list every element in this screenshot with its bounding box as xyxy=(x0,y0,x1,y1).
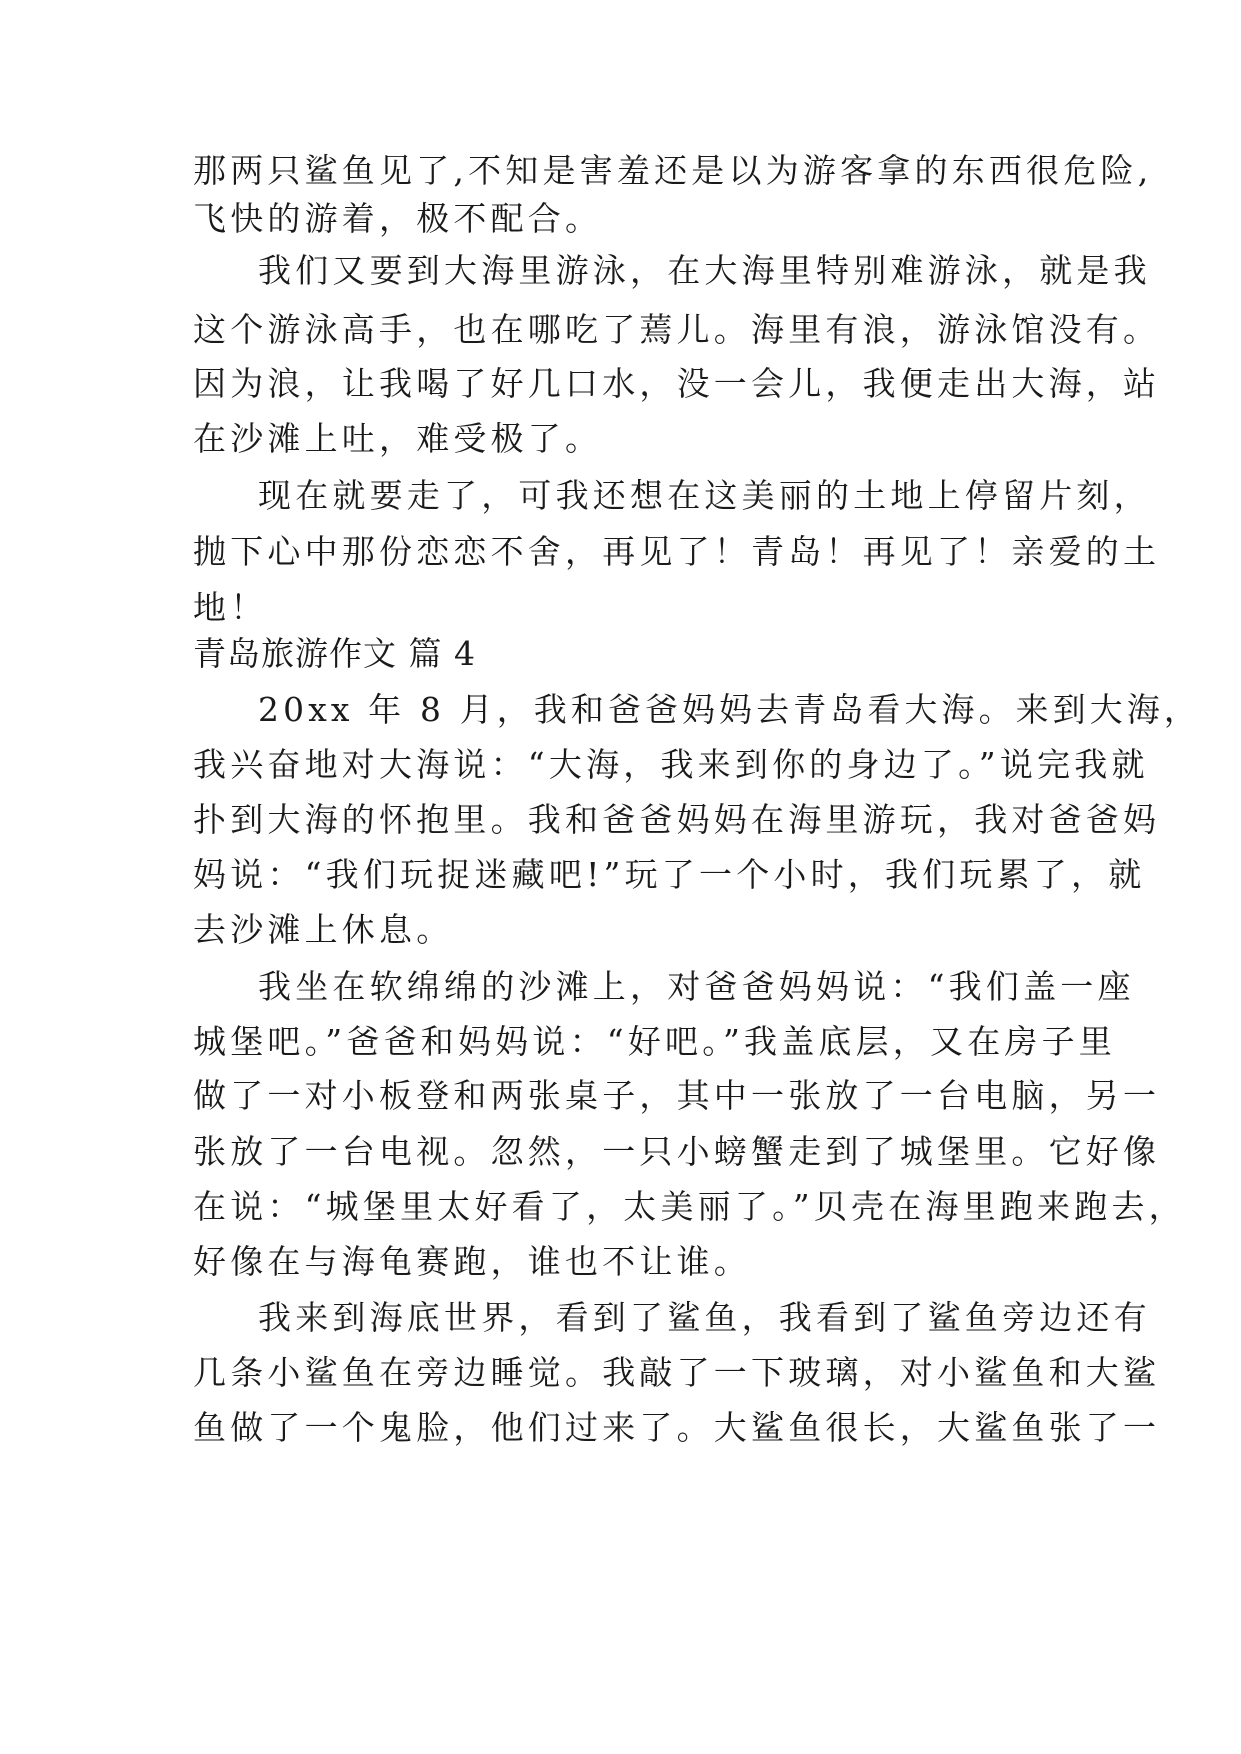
text-line: 去沙滩上休息。 xyxy=(193,910,454,949)
paragraph-first-line: 我坐在软绵绵的沙滩上，对爸爸妈妈说：“我们盖一座 xyxy=(258,967,1135,1006)
section-heading: 青岛旅游作文 篇 4 xyxy=(193,634,476,673)
text-line: 几条小鲨鱼在旁边睡觉。我敲了一下玻璃，对小鲨鱼和大鲨 xyxy=(193,1353,1161,1392)
paragraph-first-line: 我们又要到大海里游泳，在大海里特别难游泳，就是我 xyxy=(258,251,1151,290)
text-line: 张放了一台电视。忽然，一只小螃蟹走到了城堡里。它好像 xyxy=(193,1132,1161,1171)
text-line: 在沙滩上吐，难受极了。 xyxy=(193,419,603,458)
text-line: 在说：“城堡里太好看了，太美丽了。”贝壳在海里跑来跑去， xyxy=(193,1187,1186,1226)
paragraph-first-line: 我来到海底世界，看到了鲨鱼，我看到了鲨鱼旁边还有 xyxy=(258,1298,1151,1337)
text-line: 做了一对小板登和两张桌子，其中一张放了一台电脑，另一 xyxy=(193,1076,1161,1115)
text-line: 扑到大海的怀抱里。我和爸爸妈妈在海里游玩，我对爸爸妈 xyxy=(193,800,1161,839)
text-line: 那两只鲨鱼见了,不知是害羞还是以为游客拿的东西很危险, xyxy=(193,151,1153,190)
paragraph-first-line: 现在就要走了，可我还想在这美丽的土地上停留片刻， xyxy=(258,476,1151,515)
text-line: 抛下心中那份恋恋不舍，再见了！青岛！再见了！亲爱的土 xyxy=(193,532,1161,571)
text-line: 城堡吧。”爸爸和妈妈说：“好吧。”我盖底层，又在房子里 xyxy=(193,1022,1117,1061)
paragraph-first-line: 20xx 年 8 月，我和爸爸妈妈去青岛看大海。来到大海， xyxy=(258,690,1201,729)
text-line: 地！ xyxy=(193,588,268,627)
text-line: 飞快的游着，极不配合。 xyxy=(193,199,603,238)
text-line: 妈说：“我们玩捉迷藏吧!”玩了一个小时，我们玩累了，就 xyxy=(193,855,1146,894)
text-line: 这个游泳高手，也在哪吃了蔫儿。海里有浪，游泳馆没有。 xyxy=(193,310,1161,349)
text-line: 我兴奋地对大海说：“大海，我来到你的身边了。”说完我就 xyxy=(193,745,1149,784)
text-line: 鱼做了一个鬼脸，他们过来了。大鲨鱼很长，大鲨鱼张了一 xyxy=(193,1408,1161,1447)
text-line: 好像在与海龟赛跑，谁也不让谁。 xyxy=(193,1242,751,1281)
text-line: 因为浪，让我喝了好几口水，没一会儿，我便走出大海，站 xyxy=(193,364,1161,403)
